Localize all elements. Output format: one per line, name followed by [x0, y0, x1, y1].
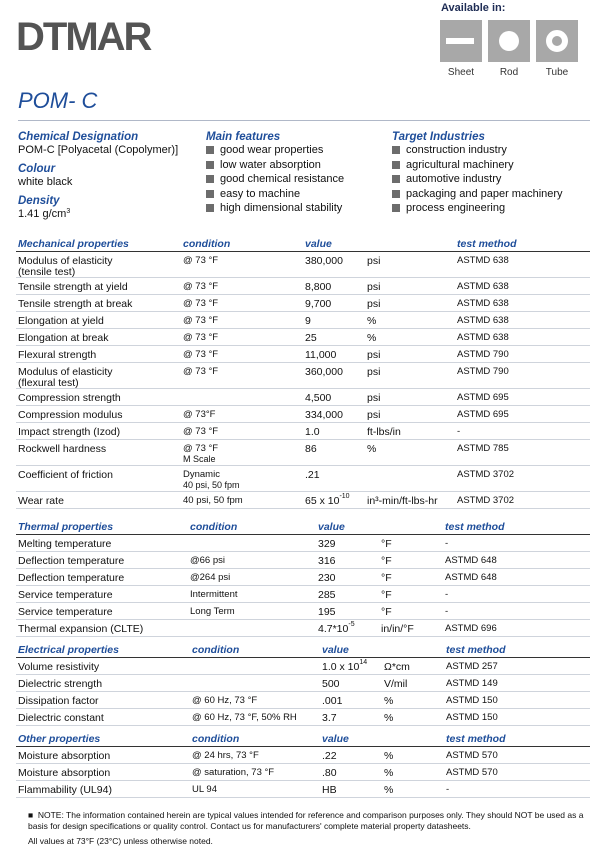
table-cell: @ 24 hrs, 73 °F — [190, 747, 320, 764]
available-in-title: Available in: — [441, 2, 506, 14]
electrical-table — [16, 643, 590, 726]
table-cell: Compression modulus — [16, 406, 181, 423]
table-cell: psi — [365, 389, 455, 406]
table-cell: Dissipation factor — [16, 692, 190, 709]
table-cell: ASTMD 3702 — [455, 466, 590, 492]
table-row — [16, 389, 590, 406]
table-cell: Elongation at break — [16, 329, 181, 346]
table-cell: Service temperature — [16, 603, 188, 620]
mechanical-table — [16, 237, 590, 509]
table-cell: 3.7 — [320, 709, 382, 726]
industry-item: process engineering — [392, 201, 563, 216]
density-value: 1.41 $g/cm^3$ — [18, 208, 71, 220]
table-cell — [365, 466, 455, 492]
table-cell: in/in/°F — [379, 620, 443, 637]
industries-heading: Target Industries — [392, 131, 485, 143]
table-cell: @ 73 °F — [181, 252, 303, 278]
table-header: Electrical properties condition value test method — [16, 643, 590, 658]
table-cell: @ 73 °F M Scale — [181, 440, 303, 466]
table-row — [16, 603, 590, 620]
table-cell: @ 73°F — [181, 406, 303, 423]
feature-item: high dimensional stability — [206, 201, 344, 216]
table-cell: Intermittent — [188, 586, 316, 603]
table-cell: 500 — [320, 675, 382, 692]
table-cell: 9,700 — [303, 295, 365, 312]
table-cell: - — [455, 423, 590, 440]
form-tube — [534, 20, 580, 78]
form-sheet — [438, 20, 484, 78]
table-cell: % — [382, 764, 444, 781]
form-label: Tube — [545, 67, 569, 78]
table-cell: @264 psi — [188, 569, 316, 586]
other-table — [16, 732, 590, 798]
sheet-icon — [440, 20, 482, 62]
table-row — [16, 535, 590, 552]
chemical-column — [18, 131, 178, 221]
form-rod — [486, 20, 532, 78]
table-cell: ASTMD 695 — [455, 406, 590, 423]
table-cell: - — [443, 603, 590, 620]
table-row — [16, 440, 590, 466]
feature-item: good chemical resistance — [206, 172, 344, 187]
table-cell: Modulus of elasticity (tensile test) — [16, 252, 181, 278]
rod-icon — [488, 20, 530, 62]
table-cell: Melting temperature — [16, 535, 188, 552]
table-cell: Volume resistivity — [16, 658, 190, 675]
table-cell — [190, 658, 320, 675]
table-cell: Elongation at yield — [16, 312, 181, 329]
table-cell: °F — [379, 552, 443, 569]
table-cell: @ 73 °F — [181, 312, 303, 329]
table-cell: ASTMD 790 — [455, 346, 590, 363]
table-cell: - — [443, 535, 590, 552]
table-cell: UL 94 — [190, 781, 320, 798]
table-cell: psi — [365, 406, 455, 423]
table-cell: @ 60 Hz, 73 °F — [190, 692, 320, 709]
table-cell: Moisture absorption — [16, 747, 190, 764]
table-cell: ASTMD 257 — [444, 658, 590, 675]
table-cell: % — [382, 747, 444, 764]
table-cell: Impact strength (Izod) — [16, 423, 181, 440]
table-cell: Deflection temperature — [16, 552, 188, 569]
table-cell: ASTMD 638 — [455, 252, 590, 278]
table-cell: ASTMD 648 — [443, 552, 590, 569]
table-cell: ASTMD 638 — [455, 295, 590, 312]
table-cell: Flammability (UL94) — [16, 781, 190, 798]
table-cell: .001 — [320, 692, 382, 709]
table-cell: 195 — [316, 603, 379, 620]
table-cell: °F — [379, 535, 443, 552]
table-cell: 230 — [316, 569, 379, 586]
table-row — [16, 423, 590, 440]
table-cell: 1.0 — [303, 423, 365, 440]
table-cell: 25 — [303, 329, 365, 346]
feature-item: easy to machine — [206, 187, 344, 202]
chem-value: POM-C [Polyacetal (Copolymer)] — [18, 144, 179, 156]
table-cell: % — [382, 709, 444, 726]
colour-value: white black — [18, 176, 73, 188]
table-row — [16, 658, 590, 675]
table-cell: Ω*cm — [382, 658, 444, 675]
table-cell: ASTMD 150 — [444, 709, 590, 726]
table-cell: 9 — [303, 312, 365, 329]
table-cell: Wear rate — [16, 492, 181, 509]
density-heading: Density — [18, 195, 60, 207]
table-cell: 334,000 — [303, 406, 365, 423]
industry-item: automotive industry — [392, 172, 563, 187]
table-cell — [188, 535, 316, 552]
table-cell: @66 psi — [188, 552, 316, 569]
table-cell: Long Term — [188, 603, 316, 620]
industry-item: agricultural machinery — [392, 158, 563, 173]
table-row — [16, 709, 590, 726]
table-cell: psi — [365, 278, 455, 295]
table-row — [16, 620, 590, 637]
tube-icon — [536, 20, 578, 62]
table-cell: Coefficient of friction — [16, 466, 181, 492]
features-column — [206, 131, 344, 216]
dotmar-logo — [16, 14, 150, 60]
table-cell: Dielectric strength — [16, 675, 190, 692]
table-cell: ASTMD 648 — [443, 569, 590, 586]
table-cell — [188, 620, 316, 637]
table-row — [16, 586, 590, 603]
table-cell: ASTMD 638 — [455, 312, 590, 329]
table-cell — [190, 675, 320, 692]
table-cell: Rockwell hardness — [16, 440, 181, 466]
table-header: Mechanical properties condition value test method — [16, 237, 590, 252]
table-cell: Dynamic 40 psi, 50 fpm — [181, 466, 303, 492]
table-cell: % — [382, 692, 444, 709]
industry-item: packaging and paper machinery — [392, 187, 563, 202]
table-row — [16, 675, 590, 692]
table-cell: 11,000 — [303, 346, 365, 363]
table-row — [16, 569, 590, 586]
table-cell: ASTMD 150 — [444, 692, 590, 709]
table-cell: Tensile strength at break — [16, 295, 181, 312]
table-cell: °F — [379, 603, 443, 620]
table-cell: @ 73 °F — [181, 295, 303, 312]
industries-column — [392, 131, 563, 216]
table-row — [16, 781, 590, 798]
table-cell: ASTMD 570 — [444, 747, 590, 764]
table-cell: ASTMD 570 — [444, 764, 590, 781]
table-cell: Thermal expansion (CLTE) — [16, 620, 188, 637]
disclaimer-note: ■ NOTE: The information contained herein are typical values intended for reference and comparison purposes only. They should NOT be used as a basis for design specifications or quality control. Contact us for manufacturers' complete material property datasheets. — [28, 810, 584, 831]
features-heading: Main features — [206, 131, 281, 143]
table-row — [16, 278, 590, 295]
table-cell: 360,000 — [303, 363, 365, 389]
page-title: POM- C — [18, 88, 98, 113]
table-cell: @ 73 °F — [181, 363, 303, 389]
table-cell: ASTMD 695 — [455, 389, 590, 406]
table-cell: 86 — [303, 440, 365, 466]
table-row — [16, 329, 590, 346]
feature-item: low water absorption — [206, 158, 344, 173]
table-cell: 8,800 — [303, 278, 365, 295]
table-cell: @ 73 °F — [181, 346, 303, 363]
table-cell: psi — [365, 346, 455, 363]
table-cell: ASTMD 696 — [443, 620, 590, 637]
title-divider — [18, 120, 590, 121]
table-cell: ft-lbs/in — [365, 423, 455, 440]
table-row — [16, 692, 590, 709]
table-cell: Moisture absorption — [16, 764, 190, 781]
table-cell: 40 psi, 50 fpm — [181, 492, 303, 509]
values-note: All values at 73°F (23°C) unless otherwise noted. — [28, 836, 213, 846]
table-cell: @ saturation, 73 °F — [190, 764, 320, 781]
table-cell: ASTMD 790 — [455, 363, 590, 389]
table-cell: Flexural strength — [16, 346, 181, 363]
table-cell: in³-min/ft-lbs-hr — [365, 492, 455, 509]
table-cell: @ 73 °F — [181, 423, 303, 440]
table-row — [16, 492, 590, 509]
table-cell: Compression strength — [16, 389, 181, 406]
table-cell: .21 — [303, 466, 365, 492]
table-cell: @ 73 °F — [181, 278, 303, 295]
table-row — [16, 363, 590, 389]
table-cell: 316 — [316, 552, 379, 569]
table-row — [16, 406, 590, 423]
table-cell: Service temperature — [16, 586, 188, 603]
table-cell: $4.7*10^{-5}$ — [316, 620, 379, 637]
table-row — [16, 295, 590, 312]
table-cell: @ 73 °F — [181, 329, 303, 346]
table-cell: 1.0 x $10^{14}$ — [320, 658, 382, 675]
form-label: Rod — [499, 67, 519, 78]
table-cell: Dielectric constant — [16, 709, 190, 726]
table-cell: 285 — [316, 586, 379, 603]
table-cell: V/mil — [382, 675, 444, 692]
table-cell: .80 — [320, 764, 382, 781]
thermal-table — [16, 520, 590, 637]
feature-item: good wear properties — [206, 143, 344, 158]
table-cell: 380,000 — [303, 252, 365, 278]
table-row — [16, 747, 590, 764]
table-cell: °F — [379, 569, 443, 586]
table-cell: 65 x $10^{-10}$ — [303, 492, 365, 509]
table-cell: Modulus of elasticity (flexural test) — [16, 363, 181, 389]
form-label: Sheet — [447, 67, 475, 78]
table-cell: ASTMD 638 — [455, 329, 590, 346]
table-cell: psi — [365, 295, 455, 312]
table-cell: % — [365, 329, 455, 346]
table-cell: °F — [379, 586, 443, 603]
table-cell: HB — [320, 781, 382, 798]
table-cell: ASTMD 785 — [455, 440, 590, 466]
table-header: Other properties condition value test method — [16, 732, 590, 747]
logo-text: DTMAR — [16, 15, 151, 59]
table-cell: 4,500 — [303, 389, 365, 406]
table-cell: % — [365, 440, 455, 466]
table-cell — [181, 389, 303, 406]
table-cell: ASTMD 149 — [444, 675, 590, 692]
table-cell: % — [365, 312, 455, 329]
table-row — [16, 312, 590, 329]
table-row — [16, 252, 590, 278]
table-header: Thermal properties condition value test method — [16, 520, 590, 535]
table-cell: @ 60 Hz, 73 °F, 50% RH — [190, 709, 320, 726]
table-row — [16, 466, 590, 492]
table-cell: - — [443, 586, 590, 603]
chem-heading: Chemical Designation — [18, 131, 139, 143]
colour-heading: Colour — [18, 163, 56, 175]
table-cell: % — [382, 781, 444, 798]
table-row — [16, 764, 590, 781]
table-row — [16, 552, 590, 569]
industry-item: construction industry — [392, 143, 563, 158]
table-cell: .22 — [320, 747, 382, 764]
table-cell: psi — [365, 363, 455, 389]
table-cell: 329 — [316, 535, 379, 552]
table-cell: ASTMD 3702 — [455, 492, 590, 509]
table-cell: Deflection temperature — [16, 569, 188, 586]
table-cell: Tensile strength at yield — [16, 278, 181, 295]
table-cell: ASTMD 638 — [455, 278, 590, 295]
table-cell: - — [444, 781, 590, 798]
table-cell: psi — [365, 252, 455, 278]
table-row — [16, 346, 590, 363]
available-forms — [438, 20, 582, 78]
